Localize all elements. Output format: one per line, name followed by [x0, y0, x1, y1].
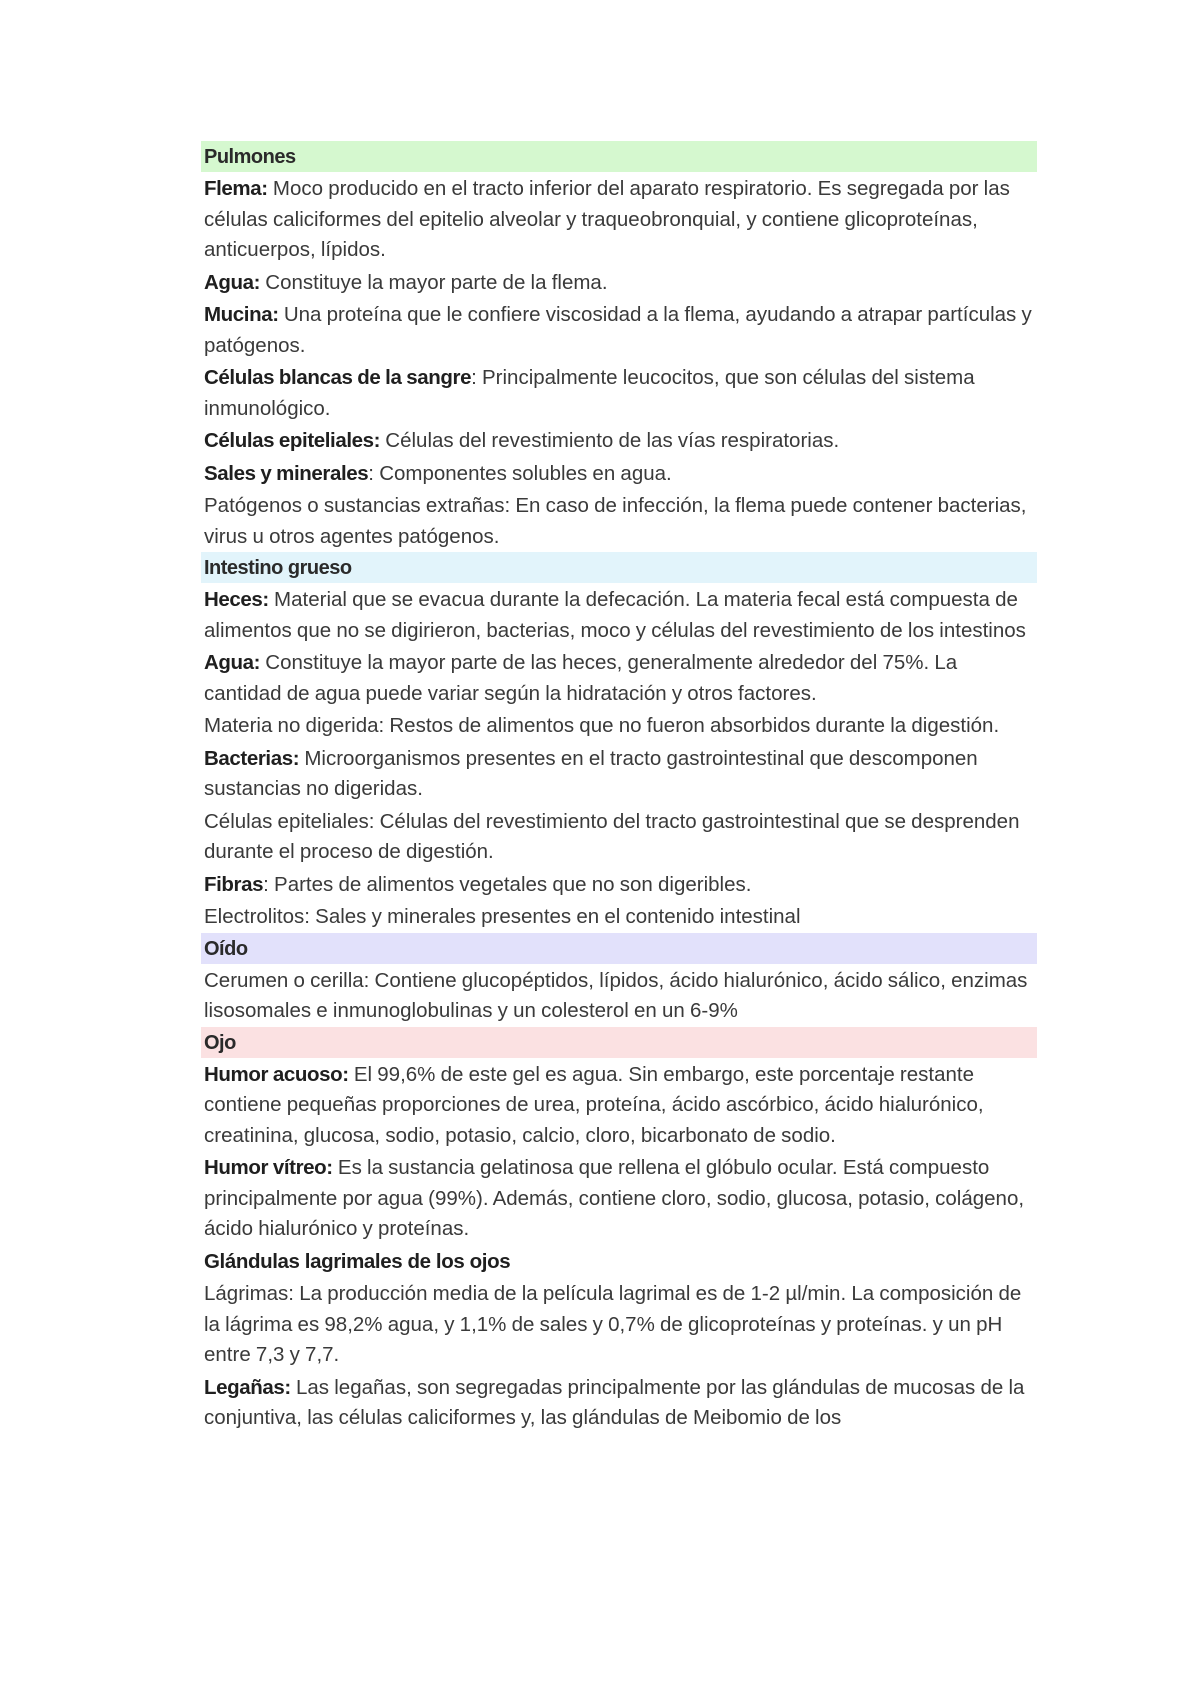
paragraph: [204, 966, 1034, 1027]
subheading-glandulas-lagrimales: Glándulas lagrimales de los ojos: [204, 1249, 511, 1273]
paragraph-text: : Principalmente leucocitos, que son células del sistema inmunológico.: [204, 366, 975, 420]
paragraph-text: Patógenos o sustancias extrañas: En caso de infección, la flema puede contener bacterias, virus u otros agentes patógenos.: [204, 494, 1027, 548]
paragraph-text: Cerumen o cerilla: Contiene glucopéptidos, lípidos, ácido hialurónico, ácido sálico, enzimas lisosomales e inmunoglobulinas y un colesterol en un 6-9%: [204, 968, 1028, 1022]
paragraph: [204, 870, 1034, 901]
section-header-pulmones: Pulmones: [201, 141, 1037, 172]
term-label: Heces:: [204, 588, 269, 611]
section-body-ojo: [204, 1060, 1034, 1245]
paragraph: [204, 807, 1034, 868]
paragraph: [204, 300, 1034, 361]
paragraph-text: Microorganismos presentes en el tracto gastrointestinal que descomponen sustancias no digeridas.: [204, 746, 978, 800]
paragraph-text: Células epiteliales: Células del revestimiento del tracto gastrointestinal que se desprenden durante el proceso de digestión.: [204, 809, 1020, 863]
section-body-oido: [204, 966, 1034, 1027]
term-label: Humor vítreo:: [204, 1156, 333, 1179]
term-label: Bacterias:: [204, 746, 300, 770]
paragraph: [204, 459, 1034, 490]
paragraph-text: Una proteína que le confiere viscosidad a la flema, ayudando a atrapar partículas y patógenos.: [204, 303, 1032, 357]
paragraph: [204, 426, 1034, 457]
paragraph: [204, 363, 1034, 424]
section-body-intestino-grueso: [204, 585, 1034, 933]
paragraph: [204, 1153, 1034, 1245]
paragraph-text: Material que se evacua durante la defecación. La materia fecal está compuesta de alimentos que no se digirieron, bacterias, moco y células del revestimiento de los intestinos: [204, 588, 1026, 642]
paragraph: [204, 174, 1034, 266]
term-label: Legañas:: [204, 1375, 291, 1399]
section-header-ojo: Ojo: [201, 1027, 1037, 1058]
term-label: Humor acuoso:: [204, 1062, 349, 1086]
paragraph-text: Es la sustancia gelatinosa que rellena el glóbulo ocular. Está compuesto principalmente por agua (99%). Además, contiene cloro, sodio, glucosa, potasio, colágeno, ácido hialurónico y proteínas.: [204, 1156, 1025, 1240]
paragraph: [204, 268, 1034, 299]
paragraph-text: Constituye la mayor parte de la flema.: [260, 270, 608, 294]
section-header-oido: Oído: [201, 933, 1037, 964]
section-body-pulmones: [204, 174, 1034, 552]
paragraph: [204, 491, 1034, 552]
paragraph-text: Moco producido en el tracto inferior del aparato respiratorio. Es segregada por las células caliciformes del epitelio alveolar y traqueobronquial, y contiene glicoproteínas, anticuerpos, lípidos.: [204, 177, 1010, 261]
term-label: Células blancas de la sangre: [204, 366, 472, 389]
paragraph-text: Constituye la mayor parte de las heces, generalmente alrededor del 75%. La cantidad de agua puede variar según la hidratación y otros factores.: [204, 651, 958, 705]
term-label: Agua:: [204, 270, 261, 294]
paragraph: [204, 1279, 1034, 1371]
paragraph-text: : Partes de alimentos vegetales que no son digeribles.: [263, 872, 752, 896]
paragraph: [204, 585, 1034, 646]
paragraph: [204, 1373, 1034, 1434]
paragraph: [204, 744, 1034, 805]
paragraph-text: : Componentes solubles en agua.: [368, 461, 672, 485]
term-label: Agua:: [204, 651, 261, 674]
paragraph-text: Electrolitos: Sales y minerales presentes en el contenido intestinal: [204, 905, 801, 928]
term-label: Sales y minerales: [204, 461, 369, 485]
paragraph-text: Materia no digerida: Restos de alimentos que no fueron absorbidos durante la digestión.: [204, 714, 1000, 737]
term-label: Fibras: [204, 872, 264, 896]
paragraph: [204, 1060, 1034, 1152]
document-content: [204, 141, 1034, 1434]
term-label: Mucina:: [204, 303, 279, 326]
term-label: Flema:: [204, 177, 268, 200]
paragraph-text: Células del revestimiento de las vías respiratorias.: [380, 429, 840, 452]
paragraph-text: El 99,6% de este gel es agua. Sin embargo, este porcentaje restante contiene pequeñas proporciones de urea, proteína, ácido ascórbico, ácido hialurónico, creatinina, glucosa, sodio, potasio, calcio, cloro, bicarbonato de sodio.: [204, 1062, 984, 1147]
section-body-glandulas-lagrimales: [204, 1279, 1034, 1434]
paragraph: [204, 902, 1034, 933]
term-label: Células epiteliales:: [204, 429, 381, 452]
section-header-intestino-grueso: Intestino grueso: [201, 552, 1037, 583]
paragraph: [204, 711, 1034, 742]
paragraph-text: Las legañas, son segregadas principalmente por las glándulas de mucosas de la conjuntiva, las células caliciformes y, las glándulas de Meibomio de los: [204, 1375, 1025, 1429]
paragraph-text: Lágrimas: La producción media de la película lagrimal es de 1-2 µl/min. La composición de la lágrima es 98,2% agua, y 1,1% de sales y 0,7% de glicoproteínas y proteínas. y un pH entre 7,3 y 7,7.: [204, 1282, 1022, 1366]
paragraph: [204, 648, 1034, 709]
